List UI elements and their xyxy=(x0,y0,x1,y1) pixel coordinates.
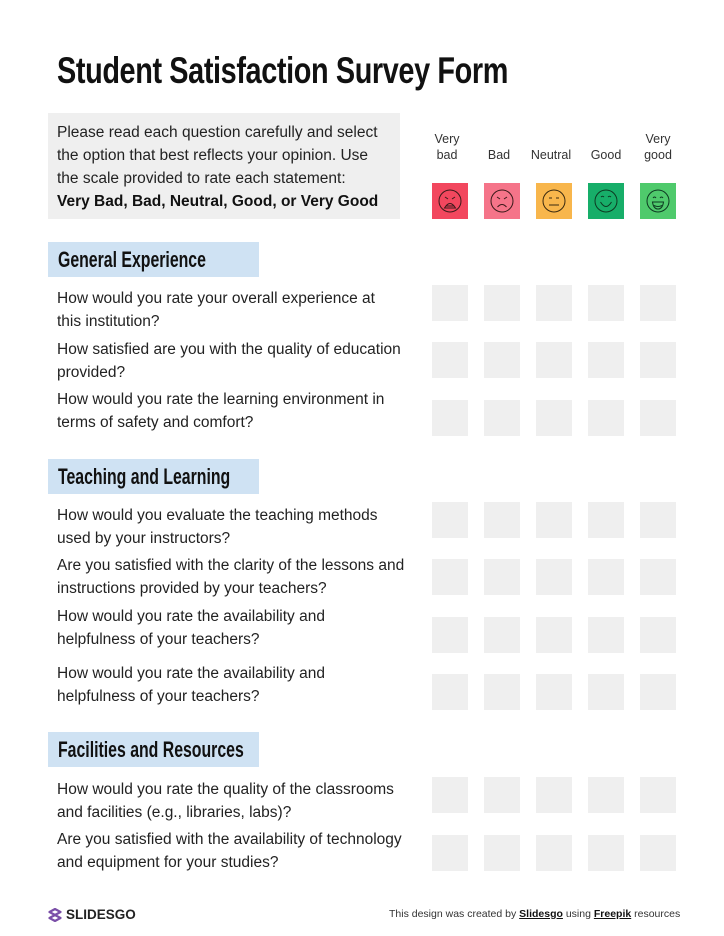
section-title: Facilities and Resources xyxy=(58,737,244,762)
rating-box-very-good[interactable] xyxy=(640,777,676,813)
bad-face-icon xyxy=(484,183,520,219)
section-header-facilities-and-resources xyxy=(48,732,259,767)
rating-box-neutral[interactable] xyxy=(536,617,572,653)
page-title: Student Satisfaction Survey Form xyxy=(57,50,508,91)
rating-box-neutral[interactable] xyxy=(536,559,572,595)
rating-box-neutral[interactable] xyxy=(536,502,572,538)
rating-box-good[interactable] xyxy=(588,835,624,871)
rating-box-very-bad[interactable] xyxy=(432,559,468,595)
scale-label-very-good xyxy=(632,131,684,163)
rating-box-good[interactable] xyxy=(588,400,624,436)
rating-box-very-bad[interactable] xyxy=(432,400,468,436)
rating-box-bad[interactable] xyxy=(484,674,520,710)
credit-text: using xyxy=(562,908,594,920)
section-title: General Experience xyxy=(58,247,206,272)
scale-label-line: good xyxy=(644,148,672,162)
very-bad-face-icon xyxy=(432,183,468,219)
scale-label-neutral: Neutral xyxy=(530,148,572,162)
rating-box-bad[interactable] xyxy=(484,617,520,653)
credit-line xyxy=(389,908,680,920)
rating-box-good[interactable] xyxy=(588,674,624,710)
rating-box-very-good[interactable] xyxy=(640,285,676,321)
scale-summary: Very Bad, Bad, Neutral, Good, or Very Good xyxy=(57,193,379,210)
rating-box-neutral[interactable] xyxy=(536,674,572,710)
question-text: How satisfied are you with the quality of education provided? xyxy=(57,341,401,381)
rating-box-very-bad[interactable] xyxy=(432,835,468,871)
rating-box-good[interactable] xyxy=(588,777,624,813)
rating-box-bad[interactable] xyxy=(484,777,520,813)
rating-box-very-bad[interactable] xyxy=(432,342,468,378)
rating-box-bad[interactable] xyxy=(484,502,520,538)
question-text: How would you rate the availability and helpfulness of your teachers? xyxy=(57,665,325,705)
rating-box-bad[interactable] xyxy=(484,559,520,595)
rating-box-very-bad[interactable] xyxy=(432,285,468,321)
rating-box-bad[interactable] xyxy=(484,400,520,436)
freepik-link[interactable]: Freepik xyxy=(593,908,632,920)
neutral-face-icon xyxy=(536,183,572,219)
rating-box-neutral[interactable] xyxy=(536,400,572,436)
rating-box-very-good[interactable] xyxy=(640,559,676,595)
question-text: Are you satisfied with the clarity of the lessons and instructions provided by your teachers? xyxy=(57,557,405,597)
rating-box-good[interactable] xyxy=(588,502,624,538)
rating-box-very-good[interactable] xyxy=(640,342,676,378)
good-face-icon xyxy=(588,183,624,219)
scale-label-line: Very xyxy=(645,132,671,146)
rating-box-good[interactable] xyxy=(588,617,624,653)
credit-text: This design was created by xyxy=(389,908,520,920)
rating-box-neutral[interactable] xyxy=(536,777,572,813)
section-header-teaching-and-learning xyxy=(48,459,259,494)
rating-box-very-bad[interactable] xyxy=(432,674,468,710)
slidesgo-link[interactable]: Slidesgo xyxy=(519,908,563,920)
rating-box-very-good[interactable] xyxy=(640,674,676,710)
scale-label-very-bad xyxy=(421,131,473,163)
instructions-box xyxy=(48,113,400,219)
rating-box-good[interactable] xyxy=(588,559,624,595)
rating-box-very-bad[interactable] xyxy=(432,777,468,813)
section-title: Teaching and Learning xyxy=(58,464,231,489)
rating-box-bad[interactable] xyxy=(484,835,520,871)
question-text: How would you rate your overall experience at this institution? xyxy=(57,290,375,330)
question-text: How would you rate the quality of the classrooms and facilities (e.g., libraries, labs)? xyxy=(57,781,394,821)
rating-box-good[interactable] xyxy=(588,342,624,378)
scale-label-line: bad xyxy=(436,148,458,162)
slidesgo-logo xyxy=(48,907,136,922)
logo-text: SLIDESGO xyxy=(66,907,136,922)
question-text: How would you rate the learning environment in terms of safety and comfort? xyxy=(57,391,385,431)
slidesgo-logo-icon xyxy=(48,908,62,922)
question-text: How would you evaluate the teaching methods used by your instructors? xyxy=(57,507,378,547)
rating-box-very-good[interactable] xyxy=(640,400,676,436)
question-text: How would you rate the availability and helpfulness of your teachers? xyxy=(57,608,325,648)
rating-box-neutral[interactable] xyxy=(536,835,572,871)
rating-box-very-good[interactable] xyxy=(640,617,676,653)
rating-box-very-bad[interactable] xyxy=(432,617,468,653)
section-header-general-experience xyxy=(48,242,259,277)
scale-label-good: Good xyxy=(590,148,622,162)
rating-box-neutral[interactable] xyxy=(536,342,572,378)
scale-label-line: Very xyxy=(434,132,460,146)
instructions-text: Please read each question carefully and select the option that best reflects your opinion. Use the scale provided to rate each statement: xyxy=(57,124,378,187)
rating-box-very-bad[interactable] xyxy=(432,502,468,538)
scale-label-bad: Bad xyxy=(487,148,511,162)
rating-box-very-good[interactable] xyxy=(640,502,676,538)
rating-box-very-good[interactable] xyxy=(640,835,676,871)
very-good-face-icon xyxy=(640,183,676,219)
rating-box-good[interactable] xyxy=(588,285,624,321)
rating-box-neutral[interactable] xyxy=(536,285,572,321)
credit-text: resources xyxy=(631,908,681,920)
rating-box-bad[interactable] xyxy=(484,285,520,321)
question-text: Are you satisfied with the availability of technology and equipment for your studies? xyxy=(57,831,402,871)
rating-box-bad[interactable] xyxy=(484,342,520,378)
